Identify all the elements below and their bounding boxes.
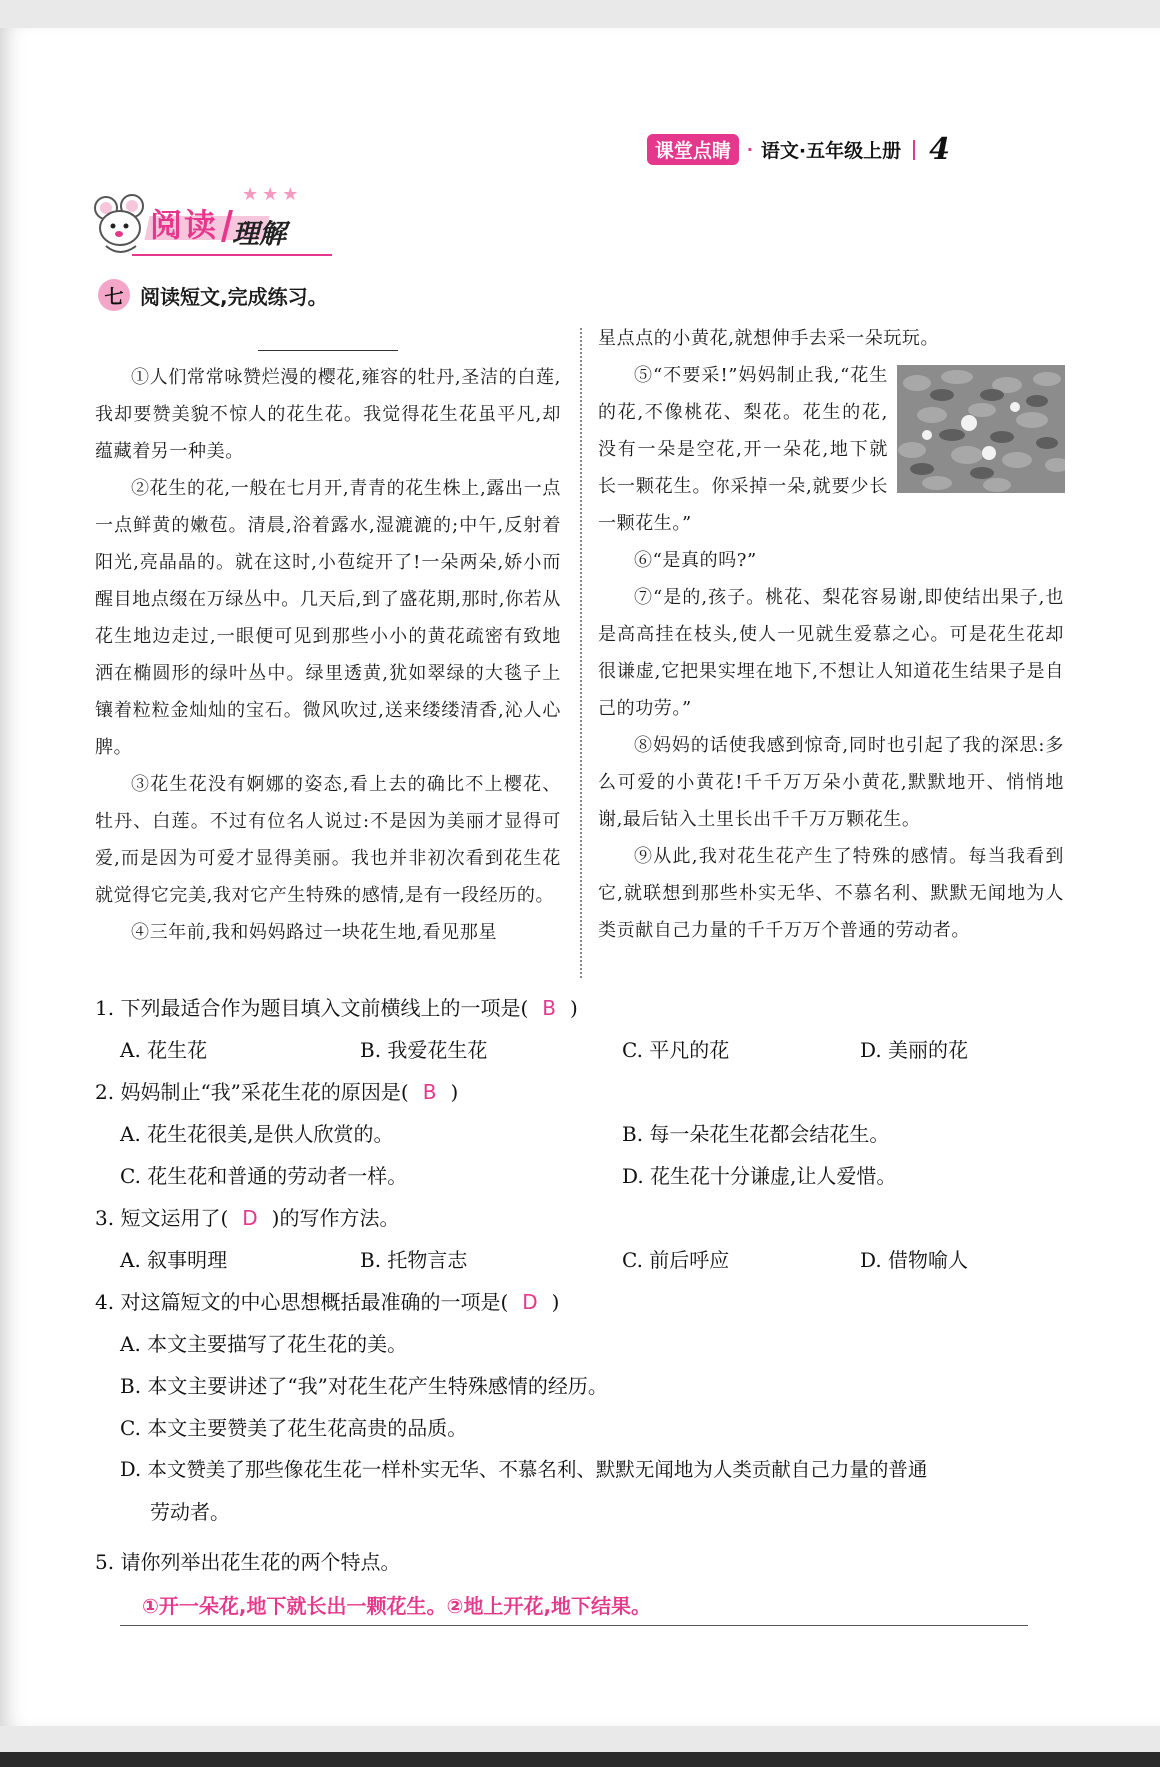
question-1 xyxy=(95,992,578,1021)
question-1-answer: B xyxy=(542,996,556,1020)
paragraph-6: ⑥“是真的吗?” xyxy=(634,550,757,571)
question-5-answer: ①开一朵花,地下就长出一颗花生。②地上开花,地下结果。 xyxy=(120,1588,1028,1626)
q3-option-b: B. 托物言志 xyxy=(360,1248,468,1272)
banner-title-understand: 理解 xyxy=(232,219,286,250)
q4-option-c: C. 本文主要赞美了花生花高贵的品质。 xyxy=(120,1416,468,1440)
peanut-flower-photo xyxy=(897,365,1065,493)
header-divider xyxy=(913,140,915,160)
question-3-answer: D xyxy=(242,1206,258,1230)
section-number: 七 xyxy=(98,279,130,311)
paragraph-9: ⑨从此,我对花生花产生了特殊的感情。每当我看到它,就联想到那些朴实无华、不慕名利、默默无闻地为人类贡献自己力量的千千万万个普通的劳动者。 xyxy=(598,846,1064,941)
section-heading xyxy=(98,279,328,311)
question-2-close: ) xyxy=(450,1080,459,1104)
q3-option-c: C. 前后呼应 xyxy=(622,1248,730,1272)
q1-option-b: B. 我爱花生花 xyxy=(360,1038,488,1062)
title-blank-line xyxy=(258,350,398,351)
subject-label: 语文·五年级上册 xyxy=(760,140,902,162)
column-divider xyxy=(580,328,582,978)
banner-underline xyxy=(132,254,332,256)
bottom-bar xyxy=(0,1752,1160,1767)
paragraph-7: ⑦“是的,孩子。桃花、梨花容易谢,即使结出果子,也是高高挂在枝头,使人一见就生爱慕之心。可是花生花却很谦虚,它把果实埋在地下,不想让人知道花生结果子是自己的功劳。” xyxy=(598,587,1064,719)
header-dot: · xyxy=(746,140,753,159)
article-left-column xyxy=(95,359,561,951)
paragraph-8: ⑧妈妈的话使我感到惊奇,同时也引起了我的深思:多么可爱的小黄花!千千万万朵小黄花,默默地开、悄悄地谢,最后钻入土里长出千千万万颗花生。 xyxy=(598,735,1064,830)
question-4-answer: D xyxy=(522,1290,538,1314)
question-5-text: 5. 请你列举出花生花的两个特点。 xyxy=(95,1550,401,1574)
question-1-close: ) xyxy=(569,996,578,1020)
question-3 xyxy=(95,1202,399,1231)
question-3-text: 3. 短文运用了( xyxy=(95,1206,229,1230)
q2-option-d: D. 花生花十分谦虚,让人爱惜。 xyxy=(622,1164,897,1188)
q1-option-d: D. 美丽的花 xyxy=(860,1038,969,1062)
question-2 xyxy=(95,1076,458,1105)
question-5 xyxy=(95,1546,400,1575)
section-banner xyxy=(92,184,332,262)
brand-badge: 课堂点睛 xyxy=(647,134,739,165)
banner-stars: ★★★ xyxy=(242,184,303,205)
q4-option-b: B. 本文主要讲述了“我”对花生花产生特殊感情的经历。 xyxy=(120,1374,608,1398)
q3-option-d: D. 借物喻人 xyxy=(860,1248,969,1272)
paragraph-5: ⑤“不要采!”妈妈制止我,“花生的花,不像桃花、梨花。花生的花,没有一朵是空花,开一朵花,地下就长一颗花生。你采掉一朵,就要少长一颗花生。” xyxy=(598,365,888,534)
question-4-close: ) xyxy=(551,1290,560,1314)
banner-title-read: 阅读 xyxy=(150,206,219,244)
question-4 xyxy=(95,1286,559,1315)
paragraph-4: ④三年前,我和妈妈路过一块花生地,看见那星 xyxy=(131,922,498,943)
section-instruction: 阅读短文,完成练习。 xyxy=(140,284,328,309)
paragraph-3: ③花生花没有婀娜的姿态,看上去的确比不上樱花、牡丹、白莲。不过有位名人说过:不是因为美丽才显得可爱,而是因为可爱才显得美丽。我也并非初次看到花生花就觉得它完美,我对它产生特殊的感情,是有一段经历的。 xyxy=(95,774,561,906)
question-3-close: )的写作方法。 xyxy=(271,1206,400,1230)
q2-option-a: A. 花生花很美,是供人欣赏的。 xyxy=(120,1122,394,1146)
q2-option-b: B. 每一朵花生花都会结花生。 xyxy=(622,1122,890,1146)
question-4-text: 4. 对这篇短文的中心思想概括最准确的一项是( xyxy=(95,1290,509,1314)
page-number: 4 xyxy=(929,132,950,167)
paragraph-4-continued: 星点点的小黄花,就想伸手去采一朵玩玩。 xyxy=(598,328,940,349)
q4-option-d: D. 本文赞美了那些像花生花一样朴实无华、不慕名利、默默无闻地为人类贡献自己力量的普通 xyxy=(120,1458,928,1481)
q4-option-a: A. 本文主要描写了花生花的美。 xyxy=(120,1332,408,1356)
q3-option-a: A. 叙事明理 xyxy=(120,1248,228,1272)
q2-option-c: C. 花生花和普通的劳动者一样。 xyxy=(120,1164,408,1188)
question-1-text: 1. 下列最适合作为题目填入文前横线上的一项是( xyxy=(95,996,529,1020)
paragraph-2: ②花生的花,一般在七月开,青青的花生株上,露出一点一点鲜黄的嫩苞。清晨,浴着露水,湿漉漉的;中午,反射着阳光,亮晶晶的。就在这时,小苞绽开了!一朵两朵,娇小而醒目地点缀在万绿丛中。几天后,到了盛花期,那时,你若从花生地边走过,一眼便可见到那些小小的黄花疏密有致地洒在椭圆形的绿叶丛中。绿里透黄,犹如翠绿的大毯子上镶着粒粒金灿灿的宝石。微风吹过,送来缕缕清香,沁人心脾。 xyxy=(95,478,561,758)
q1-option-a: A. 花生花 xyxy=(120,1038,208,1062)
workbook-page xyxy=(0,28,1160,1726)
q1-option-c: C. 平凡的花 xyxy=(622,1038,730,1062)
question-2-text: 2. 妈妈制止“我”采花生花的原因是( xyxy=(95,1080,409,1104)
paragraph-1: ①人们常常咏赞烂漫的樱花,雍容的牡丹,圣洁的白莲,我却要赞美貌不惊人的花生花。我觉得花生花虽平凡,却蕴藏着另一种美。 xyxy=(95,367,561,462)
mouse-mascot-icon xyxy=(92,194,152,258)
question-2-answer: B xyxy=(422,1080,437,1104)
page-header xyxy=(647,132,950,167)
q4-option-d-continued: 劳动者。 xyxy=(150,1500,230,1524)
